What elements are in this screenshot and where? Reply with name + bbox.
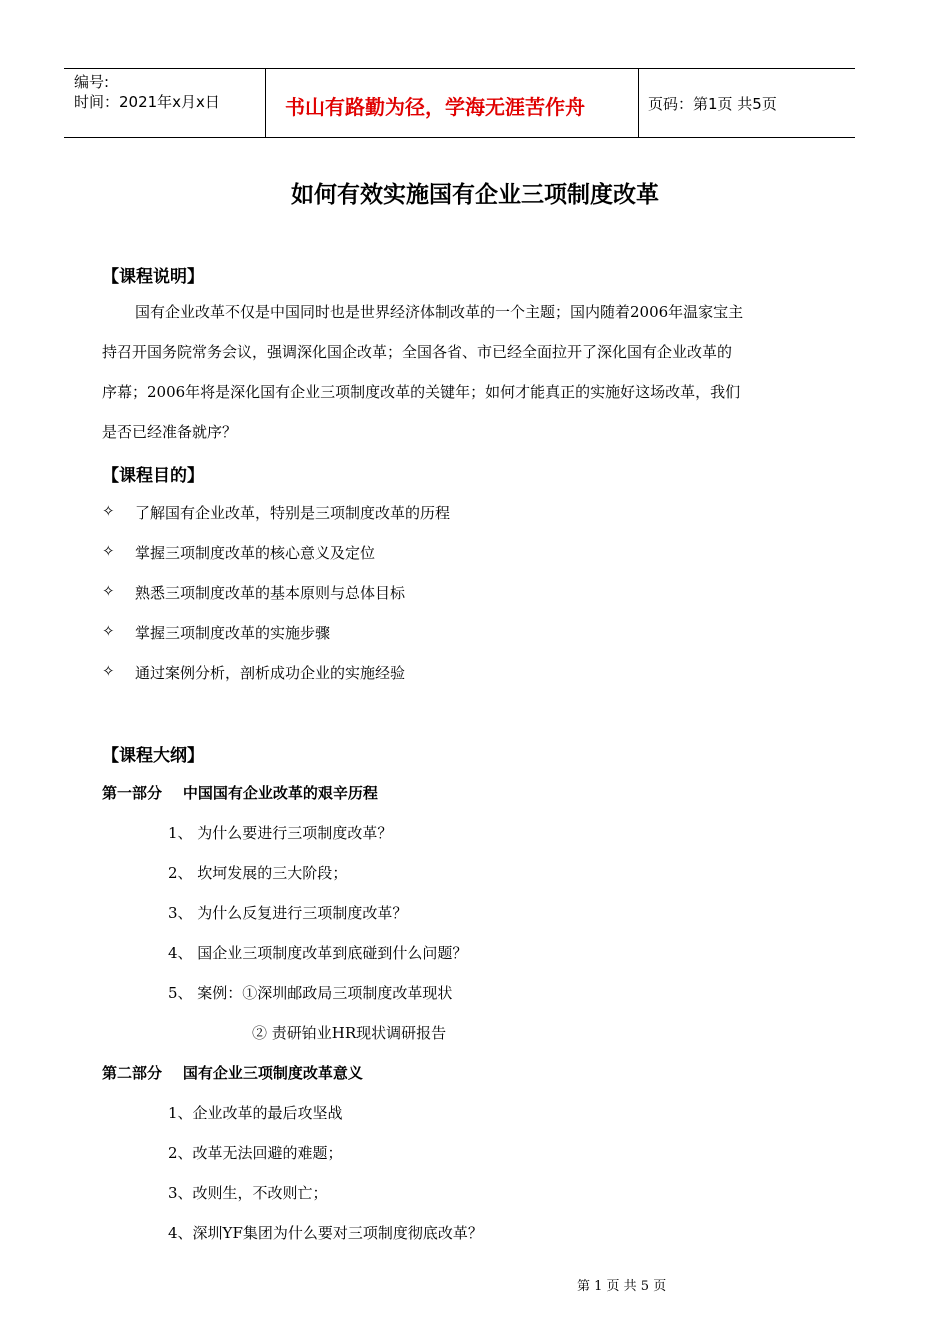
header-divider	[265, 69, 266, 137]
outline-item: 3、 为什么反复进行三项制度改革？	[168, 904, 408, 922]
part2-title: 第二部分 国有企业三项制度改革意义	[102, 1064, 363, 1082]
outline-item: 2、改革无法回避的难题；	[168, 1144, 343, 1162]
time-label: 时间：2021年x月x日	[74, 93, 220, 111]
bullet-icon: ✧	[102, 582, 115, 600]
page-label: 页码：第1页 共5页	[648, 95, 777, 113]
header-table	[64, 68, 855, 138]
bullet-icon: ✧	[102, 502, 115, 520]
paragraph-line: 序幕；2006年将是深化国有企业三项制度改革的关键年；如何才能真正的实施好这场改革，我们	[102, 383, 741, 401]
goal-item: 熟悉三项制度改革的基本原则与总体目标	[135, 584, 406, 602]
header-divider	[638, 69, 639, 137]
page-footer: 第 1 页 共 5 页	[577, 1279, 667, 1294]
bullet-icon: ✧	[102, 622, 115, 640]
section-heading-outline: 【课程大纲】	[102, 746, 204, 766]
paragraph-line: 国有企业改革不仅是中国同时也是世界经济体制改革的一个主题；国内随着2006年温家宝主	[135, 303, 744, 321]
part1-title: 第一部分 中国国有企业改革的艰辛历程	[102, 784, 378, 802]
page-title: 如何有效实施国有企业三项制度改革	[291, 181, 659, 208]
outline-sub-item: ② 责研铂业HR现状调研报告	[252, 1024, 447, 1042]
bullet-icon: ✧	[102, 542, 115, 560]
section-heading-goals: 【课程目的】	[102, 466, 204, 486]
motto-text: 书山有路勤为径，学海无涯苦作舟	[285, 95, 585, 119]
outline-item: 1、企业改革的最后攻坚战	[168, 1104, 343, 1122]
goal-item: 掌握三项制度改革的核心意义及定位	[135, 544, 376, 562]
outline-item: 1、 为什么要进行三项制度改革？	[168, 824, 393, 842]
outline-item: 5、 案例：①深圳邮政局三项制度改革现状	[168, 984, 453, 1002]
outline-item: 3、改则生，不改则亡；	[168, 1184, 328, 1202]
outline-item: 2、 坎坷发展的三大阶段；	[168, 864, 348, 882]
paragraph-line: 持召开国务院常务会议，强调深化国企改革；全国各省、市已经全面拉开了深化国有企业改革的	[102, 343, 733, 361]
description-paragraph	[102, 292, 822, 452]
outline-item: 4、深圳YF集团为什么要对三项制度彻底改革？	[168, 1224, 483, 1242]
number-label: 编号:	[74, 73, 110, 91]
goal-item: 了解国有企业改革，特别是三项制度改革的历程	[135, 504, 451, 522]
bullet-icon: ✧	[102, 662, 115, 680]
goal-item: 掌握三项制度改革的实施步骤	[135, 624, 331, 642]
outline-item: 4、 国企业三项制度改革到底碰到什么问题？	[168, 944, 468, 962]
paragraph-line: 是否已经准备就序？	[102, 423, 238, 441]
goal-item: 通过案例分析，剖析成功企业的实施经验	[135, 664, 406, 682]
section-heading-description: 【课程说明】	[102, 267, 204, 287]
